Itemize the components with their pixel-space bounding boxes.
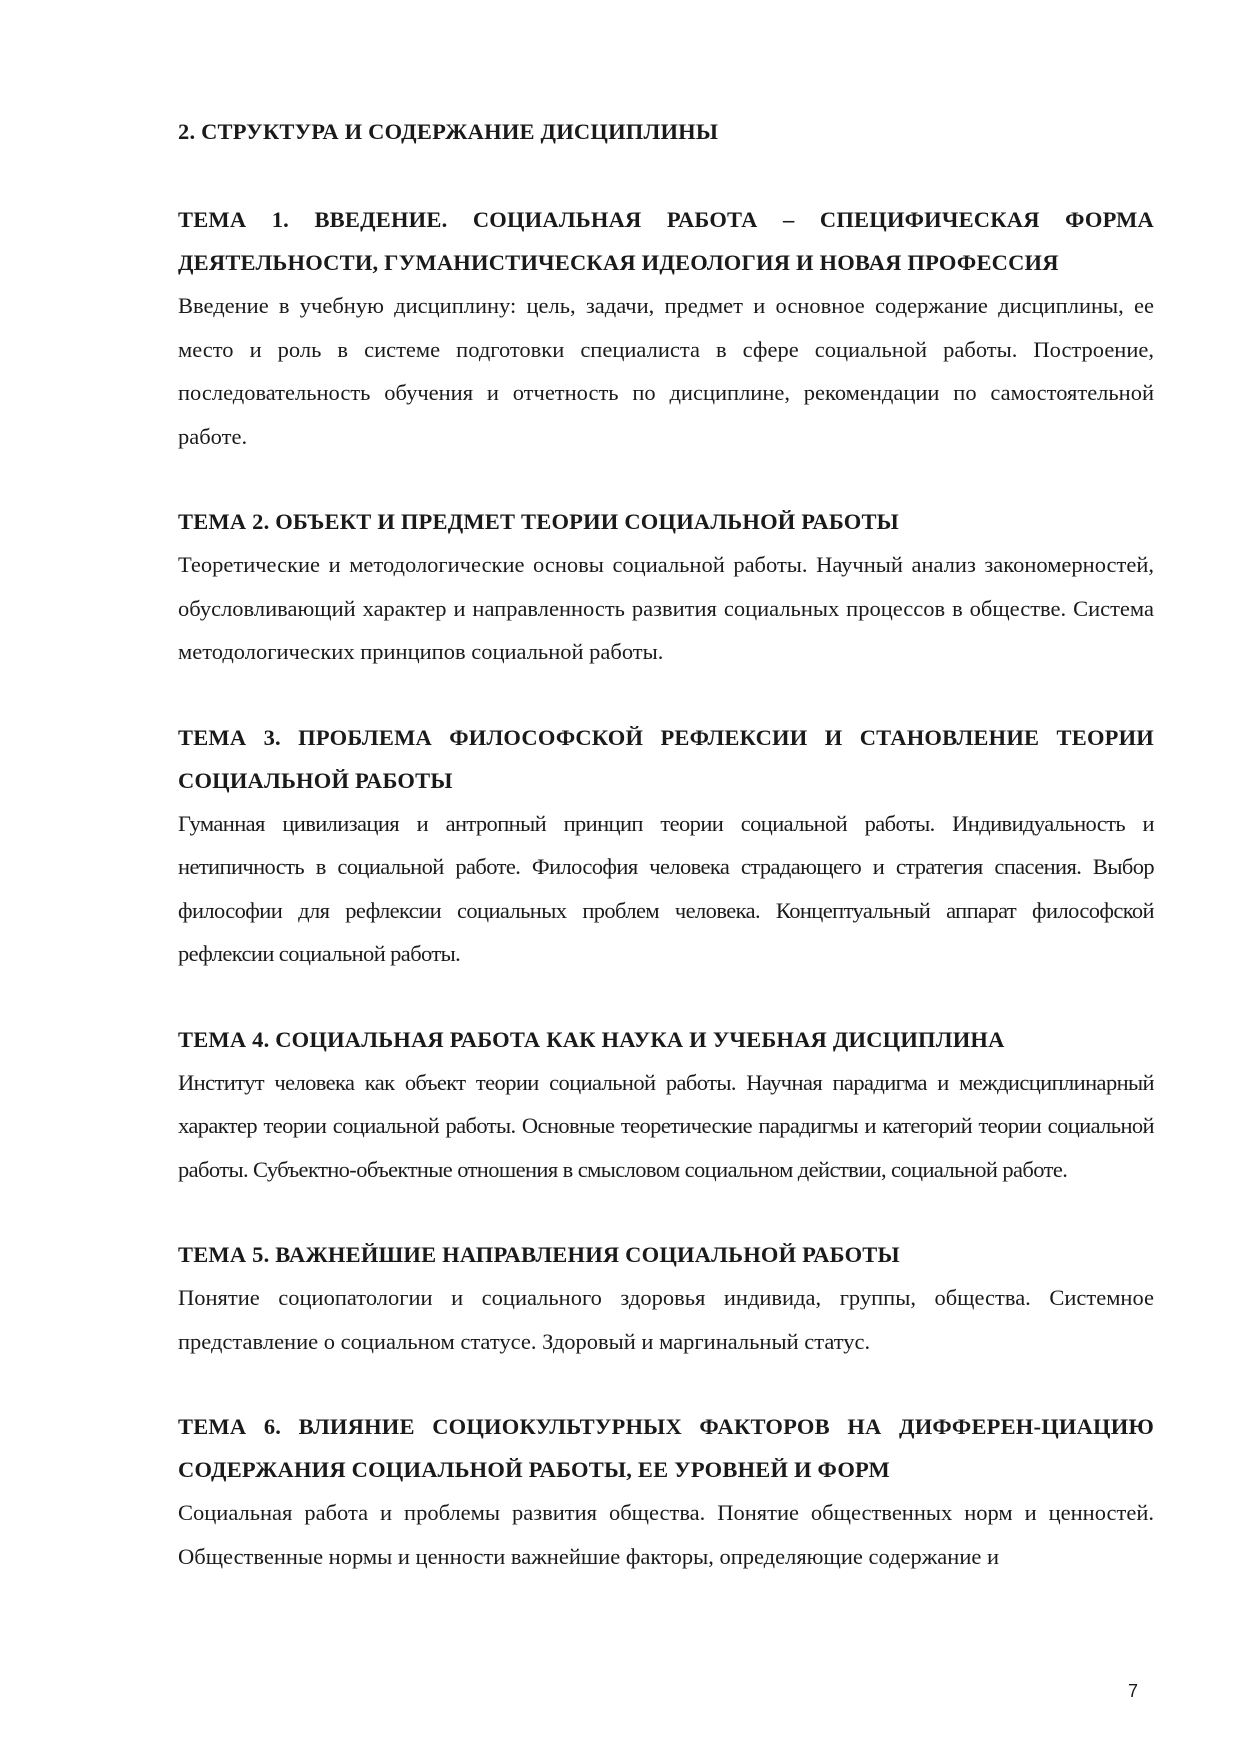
page-number: 7 — [1128, 1681, 1139, 1701]
topic-4 — [178, 1018, 1154, 1192]
topic-title: ТЕМА 6. ВЛИЯНИЕ СОЦИОКУЛЬТУРНЫХ ФАКТОРОВ НА ДИФФЕРЕН-ЦИАЦИЮ СОДЕРЖАНИЯ СОЦИАЛЬНОЙ РАБОТЫ, ЕЕ УРОВНЕЙ И ФОРМ — [178, 1414, 1154, 1482]
topic-body: Гуманная цивилизация и антропный принцип теории социальной работы. Индивидуальность и нетипичность в социальной работе. Философия человека страдающего и стратегия спасения. Выбор философии для рефлексии социальных проблем человека. Концептуальный аппарат философской рефлексии социальной работы. — [178, 810, 1154, 966]
topic-5 — [178, 1233, 1154, 1363]
topic-title: ТЕМА 2. ОБЪЕКТ И ПРЕДМЕТ ТЕОРИИ СОЦИАЛЬНОЙ РАБОТЫ — [178, 509, 899, 534]
topic-body: Введение в учебную дисциплину: цель, задачи, предмет и основное содержание дисциплины, ее место и роль в системе подготовки специалиста в сфере социальной работы. Построение, последовательность обучения и отчетность по дисциплине, рекомендации по самостоятельной работе. — [178, 293, 1154, 449]
topic-body: Социальная работа и проблемы развития общества. Понятие общественных норм и ценностей. Общественные нормы и ценности важнейшие факторы, определяющие содержание и — [178, 1500, 1154, 1569]
document-page — [178, 110, 1154, 1620]
topic-title: ТЕМА 1. ВВЕДЕНИЕ. СОЦИАЛЬНАЯ РАБОТА – СПЕЦИФИЧЕСКАЯ ФОРМА ДЕЯТЕЛЬНОСТИ, ГУМАНИСТИЧЕСКАЯ ИДЕОЛОГИЯ И НОВАЯ ПРОФЕССИЯ — [178, 207, 1154, 275]
section-title: 2. СТРУКТУРА И СОДЕРЖАНИЕ ДИСЦИПЛИНЫ — [178, 119, 719, 144]
topic-body: Теоретические и методологические основы социальной работы. Научный анализ закономерностей, обусловливающий характер и направленность развития социальных процессов в обществе. Система методологических принципов социальной работы. — [178, 552, 1154, 664]
topic-body: Институт человека как объект теории социальной работы. Научная парадигма и междисциплинарный характер теории социальной работы. Основные теоретические парадигмы и категорий теории социальной работы. Субъектно-объектные отношения в смысловом социальном действии, социальной работе. — [178, 1069, 1154, 1182]
topic-body: Понятие социопатологии и социального здоровья индивида, группы, общества. Системное представление о социальном статусе. Здоровый и маргинальный статус. — [178, 1285, 1154, 1354]
topic-title: ТЕМА 3. ПРОБЛЕМА ФИЛОСОФСКОЙ РЕФЛЕКСИИ И СТАНОВЛЕНИЕ ТЕОРИИ СОЦИАЛЬНОЙ РАБОТЫ — [178, 724, 1154, 793]
topic-title: ТЕМА 4. СОЦИАЛЬНАЯ РАБОТА КАК НАУКА И УЧЕБНАЯ ДИСЦИПЛИНА — [178, 1026, 1005, 1052]
topic-6 — [178, 1405, 1154, 1578]
topic-1 — [178, 198, 1154, 458]
topic-3 — [178, 716, 1154, 976]
topic-title: ТЕМА 5. ВАЖНЕЙШИЕ НАПРАВЛЕНИЯ СОЦИАЛЬНОЙ РАБОТЫ — [178, 1242, 900, 1267]
topic-2 — [178, 500, 1154, 674]
